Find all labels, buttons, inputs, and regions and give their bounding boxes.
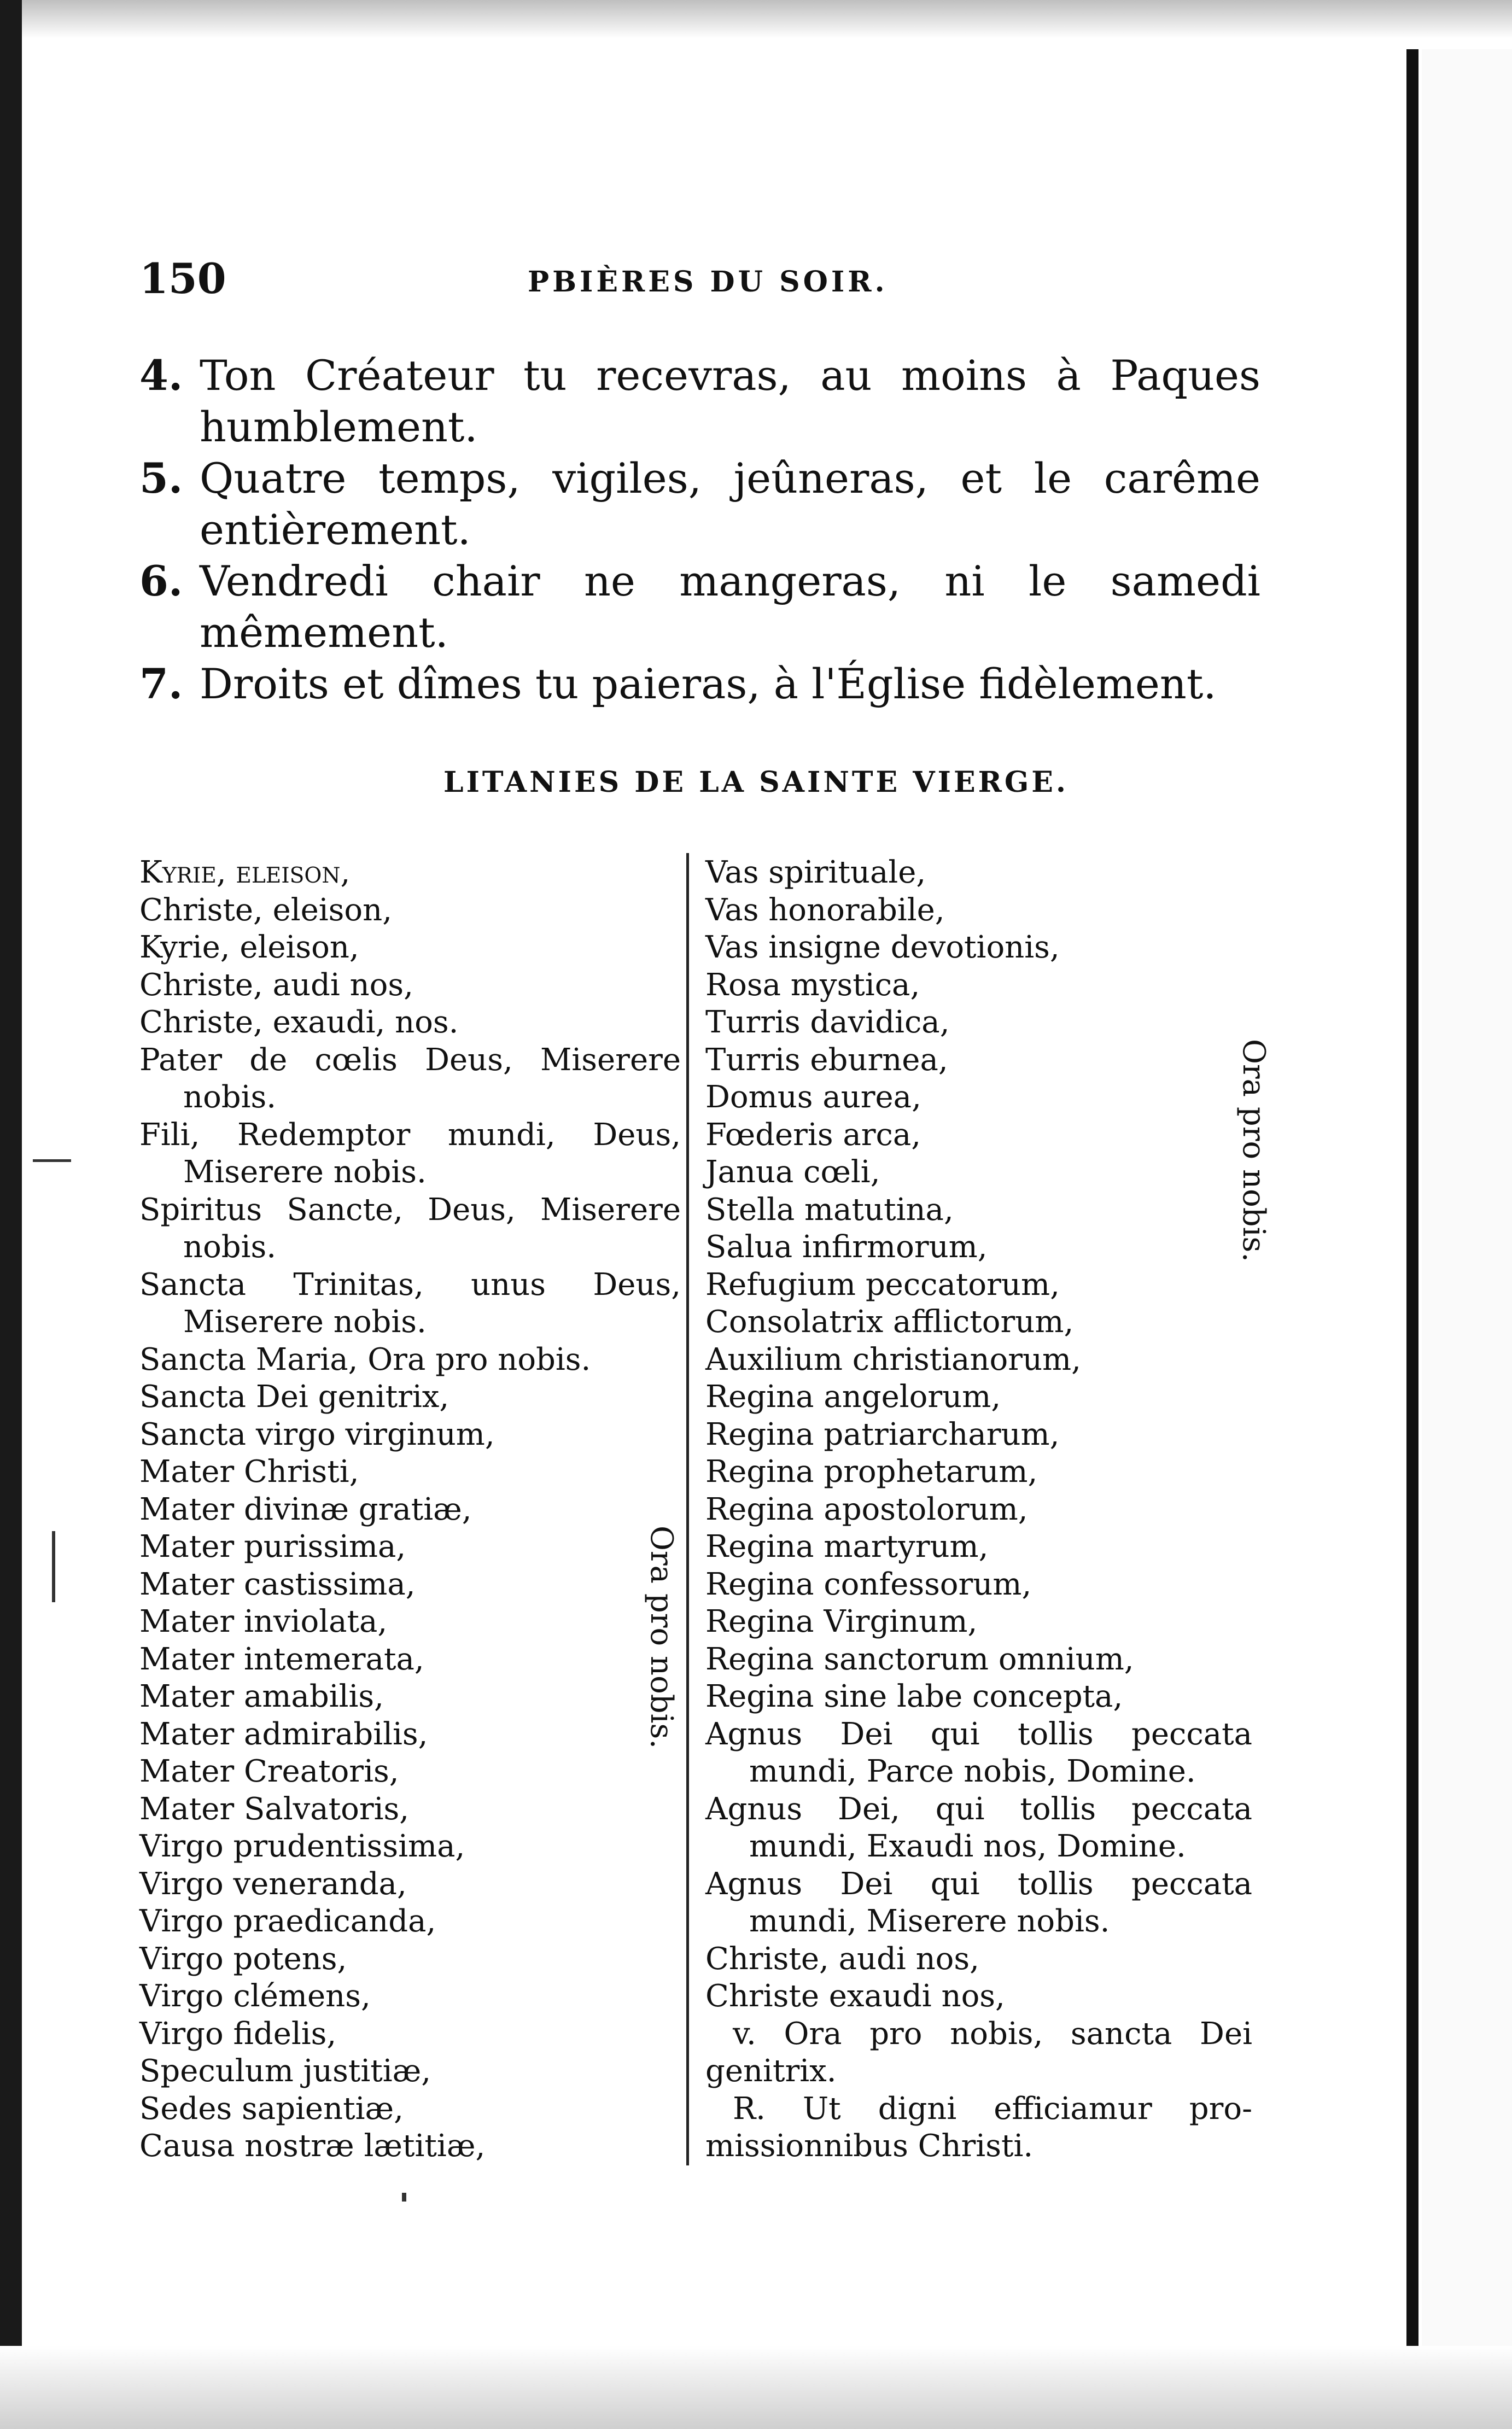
- commandment-number: 4.: [139, 351, 183, 400]
- commandment-text: Droits et dîmes tu paieras, à l'Église fidèlement.: [200, 659, 1217, 708]
- litany-line: Mater inviolata,: [139, 1604, 388, 1639]
- litany-line: Mater castissima,: [139, 1566, 416, 1602]
- litany-line: Speculum justitiæ,: [139, 2053, 431, 2089]
- litany-line: Sancta Dei genitrix,: [139, 1379, 449, 1415]
- litany-line: missionnibus Christi.: [705, 2128, 1034, 2164]
- litany-line: Vas insigne devotionis,: [705, 930, 1060, 965]
- litany-line: Virgo praedicanda,: [139, 1904, 436, 1939]
- page-header: [139, 254, 1288, 314]
- column-divider: [686, 853, 689, 2165]
- litany-line: Salua infirmorum,: [705, 1229, 988, 1265]
- running-title: PBIÈRES DU SOIR.: [528, 265, 888, 299]
- litany-line: Janua cœli,: [705, 1154, 880, 1190]
- litany-line: Regina prophetarum,: [705, 1454, 1038, 1490]
- litany-line: Fili, Redemptor mundi, Deus,: [139, 1117, 681, 1153]
- litany-line: Kyrie, eleison,: [139, 930, 359, 965]
- litany-line: Vas spirituale,: [705, 855, 926, 890]
- litany-line: v. Ora pro nobis, sancta Dei: [733, 2016, 1252, 2052]
- litany-line: Sancta Trinitas, unus Deus,: [139, 1266, 681, 1303]
- litany-line: Sedes sapientiæ,: [139, 2091, 404, 2127]
- litany-line: Refugium peccatorum,: [705, 1266, 1060, 1303]
- litany-line: Agnus Dei qui tollis peccata: [705, 1716, 1252, 1752]
- litany-line: Kyrie, eleison,: [139, 855, 351, 890]
- litany-line: genitrix.: [705, 2053, 837, 2089]
- refrain-right: Ora pro nobis.: [1236, 1039, 1271, 1263]
- litany-line: Virgo fidelis,: [139, 2016, 337, 2052]
- litany-line: Mater purissima,: [139, 1529, 406, 1564]
- litany-line: Regina confessorum,: [705, 1566, 1032, 1602]
- litany-line: Domus aurea,: [705, 1079, 921, 1115]
- litany-line: Regina sine labe concepta,: [705, 1679, 1123, 1714]
- scan-speck: [402, 2193, 406, 2202]
- litany-line: Mater Christi,: [139, 1454, 359, 1490]
- litany-line: Christe, audi nos,: [705, 1941, 979, 1977]
- litany-line: Mater admirabilis,: [139, 1716, 428, 1752]
- litany-line: Miserere nobis.: [183, 1304, 427, 1340]
- litany-line: Agnus Dei, qui tollis peccata: [705, 1791, 1252, 1827]
- litany-line: R. Ut digni efficiamur pro-: [733, 2091, 1252, 2127]
- commandment-number: 6.: [139, 557, 183, 605]
- litany-line: nobis.: [183, 1229, 277, 1265]
- commandment-text: Ton Créateur tu recevras, au moins à Paques humblement.: [200, 351, 1260, 451]
- litany-line: Mater amabilis,: [139, 1679, 384, 1714]
- litany-line: Auxilium christianorum,: [705, 1341, 1081, 1377]
- litany-line: Mater Creatoris,: [139, 1754, 399, 1789]
- commandment-item: [139, 453, 1260, 556]
- litany-line: Christe, eleison,: [139, 892, 392, 928]
- litany-line: Regina apostolorum,: [705, 1491, 1028, 1527]
- litany-line: Regina martyrum,: [705, 1529, 989, 1564]
- litany-line: Miserere nobis.: [183, 1154, 427, 1190]
- litany-line: Causa nostræ lætitiæ,: [139, 2128, 486, 2164]
- litany-line: Virgo prudentissima,: [139, 1829, 465, 1864]
- commandment-text: Vendredi chair ne mangeras, ni le samedi mêmement.: [200, 557, 1260, 657]
- page-number: 150: [139, 254, 226, 303]
- litany-line: Virgo veneranda,: [139, 1866, 407, 1902]
- commandment-text: Quatre temps, vigiles, jeûneras, et le carême entièrement.: [200, 454, 1260, 554]
- litany-title: LITANIES DE LA SAINTE VIERGE.: [443, 766, 1069, 799]
- litany-line: Sancta virgo virginum,: [139, 1416, 495, 1452]
- litany-line: Sancta Maria, Ora pro nobis.: [139, 1341, 591, 1377]
- litany-line: Christe, exaudi, nos.: [139, 1005, 459, 1040]
- litany-line: Mater Salvatoris,: [139, 1791, 410, 1827]
- litany-line: Pater de cœlis Deus, Miserere: [139, 1042, 681, 1078]
- litany-line: Mater divinæ gratiæ,: [139, 1491, 472, 1527]
- litany-line: mundi, Parce nobis, Domine.: [749, 1754, 1196, 1789]
- litany-line: Fœderis arca,: [705, 1117, 921, 1153]
- commandment-item: [139, 556, 1260, 658]
- litany-line: Rosa mystica,: [705, 967, 920, 1003]
- litany-line: Virgo clémens,: [139, 1978, 371, 2014]
- refrain-left: Ora pro nobis.: [644, 1526, 679, 1749]
- litany-line: mundi, Miserere nobis.: [749, 1904, 1110, 1939]
- commandment-item: [139, 350, 1260, 453]
- litany-line: Christe exaudi nos,: [705, 1978, 1005, 2014]
- litany-line: nobis.: [183, 1079, 277, 1115]
- litany-line: Regina angelorum,: [705, 1379, 1001, 1415]
- commandment-number: 7.: [139, 659, 183, 708]
- litany-left-column: [139, 854, 681, 2165]
- commandment-number: 5.: [139, 454, 183, 503]
- litany-line: Regina sanctorum omnium,: [705, 1641, 1134, 1677]
- litany-line: Turris eburnea,: [705, 1042, 948, 1078]
- litany-line: Mater intemerata,: [139, 1641, 424, 1677]
- litany-line: Vas honorabile,: [705, 892, 945, 928]
- litany-line: Stella matutina,: [705, 1192, 954, 1228]
- litany-line: Spiritus Sancte, Deus, Miserere: [139, 1192, 681, 1228]
- commandment-item: [139, 658, 1260, 710]
- litany-right-column: [705, 854, 1252, 2165]
- litany-line: Agnus Dei qui tollis peccata: [705, 1866, 1252, 1902]
- litany-line: Regina patriarcharum,: [705, 1416, 1060, 1452]
- scan-speck: [52, 1531, 55, 1602]
- litany-line: Virgo potens,: [139, 1941, 347, 1977]
- litany-line: Regina Virginum,: [705, 1604, 978, 1639]
- litany-line: Christe, audi nos,: [139, 967, 413, 1003]
- litany-line: mundi, Exaudi nos, Domine.: [749, 1829, 1186, 1864]
- litany-line: Turris davidica,: [705, 1005, 950, 1040]
- commandments-list: [139, 350, 1260, 710]
- scan-speck: [33, 1159, 71, 1162]
- litany-line: Consolatrix afflictorum,: [705, 1304, 1074, 1340]
